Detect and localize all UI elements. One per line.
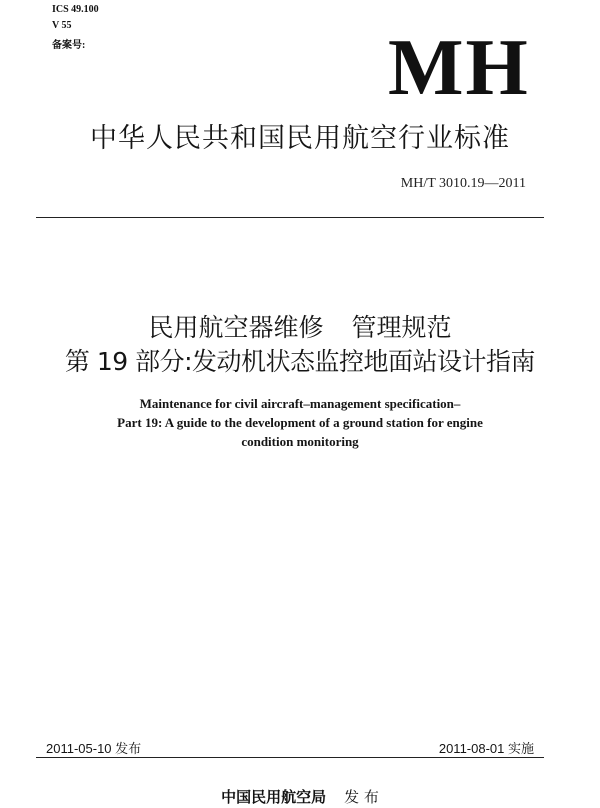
title-zh-line2: 第 19 部分:发动机状态监控地面站设计指南 [64, 347, 536, 376]
implementation-date: 2011-08-01 实施 [438, 741, 534, 756]
title-en-line3: condition monitoring [241, 434, 359, 449]
issuer-name: 中国民用航空局 [221, 788, 327, 806]
mh-logo: MH [388, 24, 530, 112]
title-zh-part-b: 管理规范 [351, 313, 452, 342]
standard-org-title: 中华人民共和国民用航空行业标准 [90, 123, 510, 154]
ics-code: ICS 49.100 [52, 4, 99, 15]
title-en-line2: Part 19: A guide to the development of a ground station for engine [117, 415, 483, 430]
title-zh-line1 [0, 308, 600, 344]
standard-code: MH/T 3010.19—2011 [400, 176, 526, 191]
top-divider [36, 217, 544, 218]
record-number-label: 备案号: [52, 40, 86, 51]
classification-code: V 55 [52, 20, 72, 31]
issue-date: 2011-05-10 发布 [46, 741, 142, 756]
issuer-action: 发 布 [344, 788, 379, 806]
issuer-line [0, 786, 600, 807]
title-en-line1: Maintenance for civil aircraft–management specification– [139, 396, 461, 411]
bottom-divider [36, 757, 544, 758]
title-zh-part-a: 民用航空器维修 [148, 313, 324, 342]
